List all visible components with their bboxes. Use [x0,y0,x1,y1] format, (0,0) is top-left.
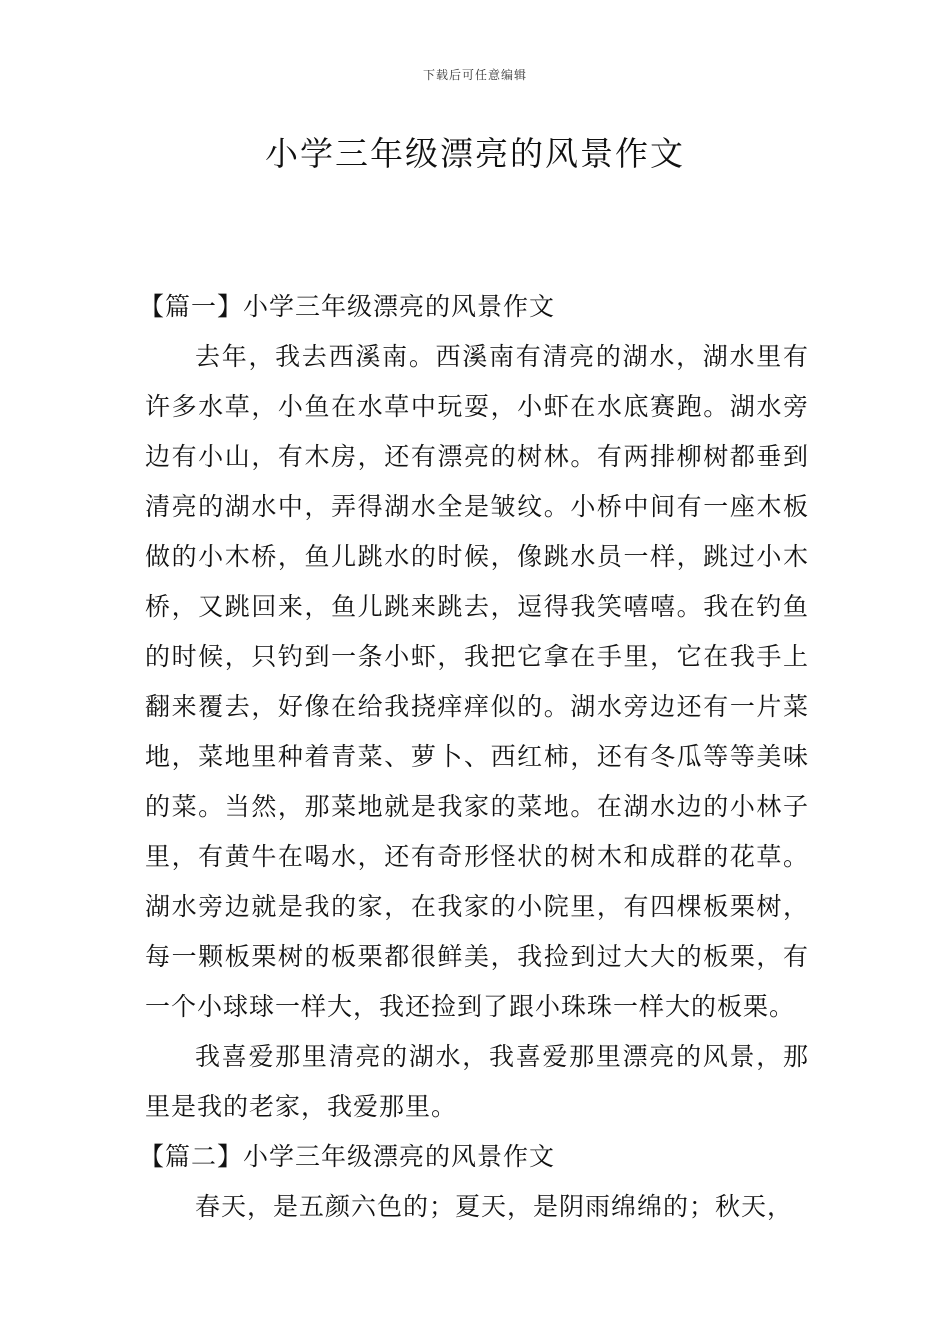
section-heading: 【篇二】小学三年级漂亮的风景作文 [139,1142,556,1171]
section-heading: 【篇一】小学三年级漂亮的风景作文 [139,292,556,321]
section-2 [139,1132,809,1232]
document-title: 小学三年级漂亮的风景作文 [265,134,685,173]
document-body [139,282,809,1232]
header-note: 下载后可任意编辑 [422,68,527,82]
paragraph: 我喜爱那里清亮的湖水，我喜爱那里漂亮的风景，那里是我的老家，我爱那里。 [145,1042,809,1121]
paragraph: 去年，我去西溪南。西溪南有清亮的湖水，湖水里有许多水草，小鱼在水草中玩耍，小虾在水底赛跑。湖水旁边有小山，有木房，还有漂亮的树林。有两排柳树都垂到清亮的湖水中，弄得湖水全是皱纹。小桥中间有一座木板做的小木桥，鱼儿跳水的时候，像跳水员一样，跳过小木桥，又跳回来，鱼儿跳来跳去，逗得我笑嘻嘻。我在钓鱼的时候，只钓到一条小虾，我把它拿在手里，它在我手上翻来覆去，好像在给我挠痒痒似的。湖水旁边还有一片菜地，菜地里种着青菜、萝卜、西红柿，还有冬瓜等等美味的菜。当然，那菜地就是我家的菜地。在湖水边的小林子里，有黄牛在喝水，还有奇形怪状的树木和成群的花草。湖水旁边就是我的家，在我家的小院里，有四棵板栗树，每一颗板栗树的板栗都很鲜美，我捡到过大大的板栗，有一个小球球一样大，我还捡到了跟小珠珠一样大的板栗。 [145,342,809,1021]
section-1 [139,282,809,1132]
paragraph: 春天，是五颜六色的；夏天，是阴雨绵绵的；秋天， [195,1192,794,1221]
